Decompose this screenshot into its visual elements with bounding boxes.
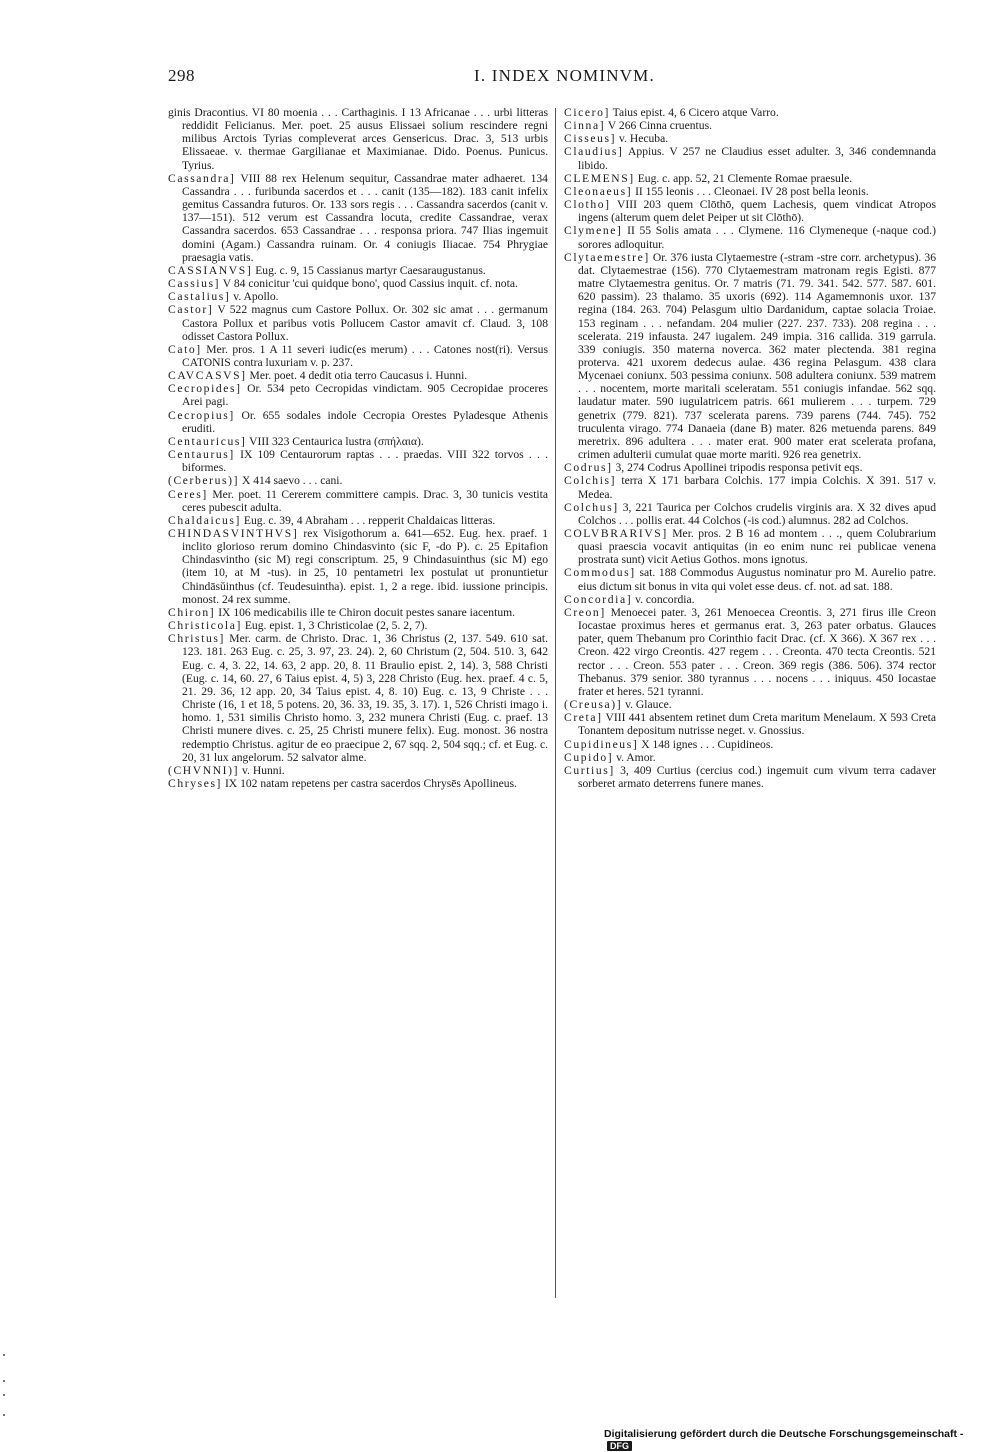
column-divider (555, 108, 556, 1298)
entry-headword: CLEMENS] (564, 171, 635, 185)
entry-headword: Colchus] (564, 500, 619, 514)
entry-text: Taius epist. 4, 6 Cicero atque Varro. (612, 106, 779, 119)
index-entry (564, 764, 936, 790)
entry-text: Eug. epist. 1, 3 Christicolae (2, 5. 2, 7). (244, 619, 428, 633)
entry-text: VIII 441 absentem retinet dum Creta maritum Menelaum. X 593 Creta Tonantem depositum nutrisse neget. v. Gnossius. (578, 711, 936, 738)
index-entry (564, 251, 936, 462)
entry-text: Mer. carm. de Christo. Drac. 1, 36 Christus (2, 137. 549. 610 sat. 123. 181. 263 Eug. c. 25, 3. 97, 23. 24). 2, 60 Christum (2, 504. 510. 3, 642 Eug. c. 4, 3. 22, 14. 63, 2 app. 20, 8. 11 Braulio epist. 2, 14). 3, 588 Christi (Eug. c. 14, 60. 27, 6 Taius epist. 4, 5) 3, 228 Christo (Eug. hex. praef. 4 c. 5, 21. 29. 36, 12 app. 20, 34 Taius epist. 4, 8. 10) Eug. c. 13, 9 Christe . . . Christe (16, 1 et 18, 5 potens. 20, 36. 33, 19. 35, 3. 17). 1, 526 Christi imago i. homo. 1, 531 similis Christo homo. 3, 232 munera Christi (Eug. c. praef. 13 Christi munere dives. c. 25, 25 Christi munere felix). Eug. monost. 36 nostra redemptio Christus. agitur de eo praecipue 2, 67 sqq. 2, 504 sqq.; cf. et Eug. c. 20, 31 lux angelorum. 52 salvator alme. (182, 632, 548, 764)
entry-text: V 522 magnus cum Castore Pollux. Or. 302 sic amat . . . germanum Castora Pollux et paribus votis Pollucem Castor amavit cf. Claud. 3, 108 odisset Castora Pollux. (182, 303, 548, 343)
index-entry (564, 593, 936, 606)
entry-headword: Clymene] (564, 224, 623, 238)
index-entry (168, 777, 548, 790)
index-entry (564, 738, 936, 751)
entry-headword: Cecropides] (168, 382, 242, 396)
page-number: 298 (168, 66, 195, 85)
index-entry (168, 277, 548, 290)
index-entry (564, 461, 936, 474)
entry-text: Eug. c. 39, 4 Abraham . . . repperit Chaldaicas litteras. (243, 513, 496, 527)
entry-headword: CASSIANVS] (168, 263, 253, 277)
index-entry (564, 172, 936, 185)
entry-headword: Centauricus] (168, 434, 247, 448)
entry-headword: Cupidineus] (564, 737, 639, 751)
entry-text: VIII 88 rex Helenum sequitur, Cassandrae mater adhaeret. 134 Cassandra . . . furibunda sacerdos et . . . canit (135—182). 183 canit infelix gemitus Cassandra futuros. Or. 133 sors regis . . . Cassandra sacerdos (canit v. 137—151). 512 verum est Cassandra locuta, credite Cassandrae, verax Cassandra sacerdos. 653 Cassandrae . . . responsa priora. 747 Ilias ingemuit domini (Agam.) Cassandra ruinam. Or. 4 coniugis Iliacae. 754 Phrygiae praesagia vatis. (182, 171, 548, 264)
entry-text: IX 102 natam repetens per castra sacerdos Chrysēs Apollineus. (224, 776, 517, 790)
dfg-logo: DFG (607, 1441, 632, 1451)
index-entry (168, 264, 548, 277)
index-entry (168, 514, 548, 527)
entry-headword: Cassius] (168, 277, 221, 291)
entry-headword: Chaldaicus] (168, 513, 241, 527)
index-entry (564, 474, 936, 500)
index-entry (168, 606, 548, 619)
entry-headword: Clytaemestre] (564, 250, 650, 264)
entry-headword: Christus] (168, 632, 225, 646)
entry-headword: Castor] (168, 303, 214, 317)
entry-headword: Colchis] (564, 474, 617, 488)
running-title: I. INDEX NOMINVM. (474, 66, 655, 85)
entry-text: Mer. pros. 2 B 16 ad montem . . ., quem Colubrarium quasi praescia vocavit antiquitas (in eo enim nunc rei publicae venena prostrata sunt) vicit Aetius Gothos. mons ignotus. (578, 527, 936, 567)
index-entry (168, 290, 548, 303)
entry-text: V 266 Cinna cruentus. (607, 119, 712, 133)
entry-headword: Cato] (168, 342, 202, 356)
index-entry (168, 343, 548, 369)
index-entry (564, 527, 936, 566)
entry-text: II 155 leonis . . . Cleonaei. IV 28 post bella leonis. (635, 184, 869, 198)
index-entry (564, 145, 936, 171)
entry-text: Appius. V 257 ne Claudius esset adulter. 3, 346 condemnanda libido. (578, 145, 936, 172)
entry-text: v. Apollo. (233, 290, 279, 304)
index-entry (564, 698, 936, 711)
entry-text: rex Visigothorum a. 641—652. Eug. hex. praef. 1 inclito glorioso rerum domino Chindasvinto (sic F, -do P). c. 25 Epitafion Chindasvintho (sic M) regi conscriptum. 25, 9 Chindasuinthus (sic M) ego (item 10, at M -tus). in 25, 10 pentametri lex postulat ut pronuntietur Chindāsŭinthus (cf. Teudesuintha). epist. 1, 2 a rege. ibid. iussione principis. monost. 24 rex summe. (182, 527, 548, 606)
entry-text: Eug. c. app. 52, 21 Clemente Romae praesule. (637, 171, 853, 185)
entry-text: v. Glauce. (625, 698, 672, 712)
index-entry (168, 435, 548, 448)
entry-headword: Cassandra] (168, 171, 236, 185)
index-entry (168, 382, 548, 408)
index-entry (168, 488, 548, 514)
entry-text: 3, 409 Curtius (cercius cod.) ingemuit cum vivum terra cadaver sorberet armato deterrens funere manes. (578, 763, 936, 790)
index-entry (564, 606, 936, 698)
entry-text: Eug. c. 9, 15 Cassianus martyr Caesaraugustanus. (255, 263, 486, 277)
footer-text: Digitalisierung gefördert durch die Deutsche Forschungsgemeinschaft - (604, 1428, 964, 1440)
index-entry (564, 106, 936, 119)
entry-text: X 148 ignes . . . Cupidineos. (641, 737, 774, 751)
entry-text: VIII 323 Centaurica lustra (σπήλαια). (249, 434, 424, 448)
entry-text: Or. 534 peto Cecropidas vindictam. 905 Cecropidae proceres Arei pagi. (182, 382, 548, 409)
entry-headword: Creta] (564, 711, 603, 725)
index-entry (168, 474, 548, 487)
entry-headword: Castalius] (168, 290, 231, 304)
entry-headword: (CHVNNI)] (168, 763, 240, 777)
entry-headword: Cleonaeus] (564, 184, 633, 198)
left-column (168, 106, 548, 1306)
index-entry (564, 185, 936, 198)
index-entry (564, 751, 936, 764)
entry-headword: Concordia] (564, 592, 633, 606)
index-entry (168, 172, 548, 264)
entry-headword: Ceres] (168, 487, 208, 501)
index-entry (168, 409, 548, 435)
entry-headword: Commodus] (564, 566, 636, 580)
index-entry (564, 711, 936, 737)
entry-headword: Chiron] (168, 605, 216, 619)
entry-headword: Clotho] (564, 198, 611, 212)
entry-text: VIII 203 quem Clōthō, quem Lachesis, quem vindicat Atropos ingens (alterum quem delet Peiper ut sit Clōthō). (578, 198, 936, 225)
index-entry (564, 119, 936, 132)
entry-text: Or. 655 sodales indole Cecropia Orestes Pyladesque Athenis eruditi. (182, 408, 548, 435)
right-column (564, 106, 936, 1306)
index-entry (168, 764, 548, 777)
entry-text: v. concordia. (635, 592, 695, 606)
index-entry (564, 566, 936, 592)
entry-text: IX 109 Centaurorum raptas . . . praedas. VIII 322 torvos . . . biformes. (182, 448, 548, 475)
entry-headword: Cisseus] (564, 132, 617, 146)
index-entry (168, 619, 548, 632)
entry-text: 3, 274 Codrus Apollinei tripodis responsa petivit eqs. (615, 461, 863, 475)
entry-text: terra X 171 barbara Colchis. 177 impia Colchis. X 391. 517 v. Medea. (578, 474, 936, 501)
entry-text: X 414 saevo . . . cani. (241, 474, 343, 488)
entry-headword: Centaurus] (168, 448, 235, 462)
entry-text: ginis Dracontius. VI 80 moenia . . . Carthaginis. I 13 Africanae . . . urbi litteras reddidit Felicianus. Mer. poet. 25 ausus Elissaei solium rescindere regni milibus Arctois Tyrias compleverat arces Gensericus. Drac. 3, 513 urbis Elissaeae. v. thermae Gargilianae et Maximianae. Dido. Poenus. Punicus. Tyrius. (168, 106, 548, 172)
entry-headword: (Creusa)] (564, 698, 623, 712)
entry-text: sat. 188 Commodus Augustus nominatur pro M. Aurelio patre. eius dictum sit bonus in vita qui volet esse deus. cf. not. ad sat. 188. (578, 566, 936, 593)
entry-headword: Cecropius] (168, 408, 235, 422)
digitization-footer (604, 1428, 994, 1451)
entry-text: Or. 376 iusta Clytaemestre (-stram -stre corr. archetypus). 36 dat. Clytaemestrae (156). 770 Clytaemestram matronam regis Egisti. 877 matre Clytaemestra genitus. Or. 7 matris (71. 79. 341. 542. 577. 587. 601. 620 passim). 23 thalamo. 35 uxoris (692). 114 Agamemnonis uxor. 137 regina (184. 263. 704) Pelasgum ultio Dardanidum, captae solacia Troiae. 153 reginam . . . nefandam. 204 mulier (227. 237. 733). 208 regina . . . scelerata. 219 infausta. 247 iugalem. 249 impia. 316 callida. 319 garrula. 339 coniugis. 350 materna noverca. 362 mater plectenda. 381 regina proterva. 421 uxorem dedecus aulae. 436 regina Pelasgum. 438 clara Mycenaei coniunx. 503 pessima coniunx. 508 adultera coniunx. 539 matrem . . . nocentem, morte maritali sceleratam. 551 coniugis infandae. 562 sqq. laudatur mater. 590 iugulatricem patris. 661 mulierem . . . turpem. 729 genetrix (779. 821). 737 scelerata parens. 739 parens (744. 745). 752 truculenta virago. 774 Danaeia (dane B) mater. 826 metuenda parens. 849 meretrix. 896 adultera . . . mater erat. 900 mater erat scelerata profana, crimen adulterii cumulat quae morte mariti. 926 rea genetrix. (578, 250, 936, 462)
entry-text: v. Hecuba. (619, 132, 669, 146)
entry-text: v. Amor. (616, 750, 656, 764)
entry-text: v. Hunni. (241, 763, 285, 777)
index-entry (168, 369, 548, 382)
index-entry (168, 106, 548, 172)
index-entry (564, 224, 936, 250)
index-entry (564, 198, 936, 224)
entry-headword: COLVBRARIVS] (564, 527, 668, 540)
index-entry (168, 448, 548, 474)
entry-headword: Cicero] (564, 106, 610, 119)
entry-headword: CHINDASVINTHVS] (168, 527, 299, 540)
entry-text: IX 106 medicabilis ille te Chiron docuit pestes sanare iacentum. (218, 605, 516, 619)
entry-headword: Christicola] (168, 619, 242, 633)
entry-text: Mer. pros. 1 A 11 severi iudic(es merum) . . . Catones nost(ri). Versus CATONIS contra luxuriam v. p. 237. (182, 342, 548, 369)
entry-headword: Creon] (564, 605, 606, 619)
entry-headword: CAVCASVS] (168, 369, 247, 383)
entry-headword: Cupido] (564, 750, 614, 764)
entry-headword: Codrus] (564, 461, 613, 475)
entry-text: V 84 conicitur 'cui quidque bono', quod Cassius inquit. cf. nota. (222, 277, 518, 291)
entry-text: Mer. poet. 11 Cererem committere campis. Drac. 3, 30 tunicis vestita ceres pubescit adulta. (182, 487, 548, 514)
entry-text: II 55 Solis amata . . . Clymene. 116 Clymeneque (-naque cod.) sorores adloquitur. (578, 224, 936, 251)
index-entry (168, 303, 548, 342)
entry-text: Menoecei pater. 3, 261 Menoecea Creontis. 3, 271 firus ille Creon Iocastae proximus heres et germanus erat. 3, 263 pater orbatus. Glauces pater, quem Thebanum pro Corinthio facit Drac. (cf. X 366). X 367 rex . . . Creon. 422 virgo Creontis. 427 regem . . . Creonta. 470 tecta Creontis. 521 rector . . . Creon. 553 pater . . . Creon. 369 regis (386. 506). 374 rector Thebanus. 379 senior. 380 tyrannus . . . nocens . . . iniquus. 450 Iocastae frater et heres. 521 tyranni. (578, 605, 936, 698)
entry-headword: Cinna] (564, 119, 606, 133)
entry-text: 3, 221 Taurica per Colchos crudelis virginis ara. X 32 dives apud Colchos . . . pollis erat. 44 Colchos (-is cod.) alumnus. 282 ad Colchos. (578, 500, 936, 527)
index-entry (168, 527, 548, 606)
entry-text: Mer. poet. 4 dedit otia terro Caucasus i. Hunni. (249, 369, 468, 383)
scan-specks (3, 1350, 7, 1430)
entry-headword: Claudius] (564, 145, 624, 159)
entry-headword: Chryses] (168, 776, 223, 790)
index-entry (564, 132, 936, 145)
entry-headword: (Cerberus)] (168, 474, 240, 488)
index-entry (168, 632, 548, 764)
entry-headword: Curtius] (564, 763, 615, 777)
index-entry (564, 501, 936, 527)
page-header (168, 66, 838, 90)
